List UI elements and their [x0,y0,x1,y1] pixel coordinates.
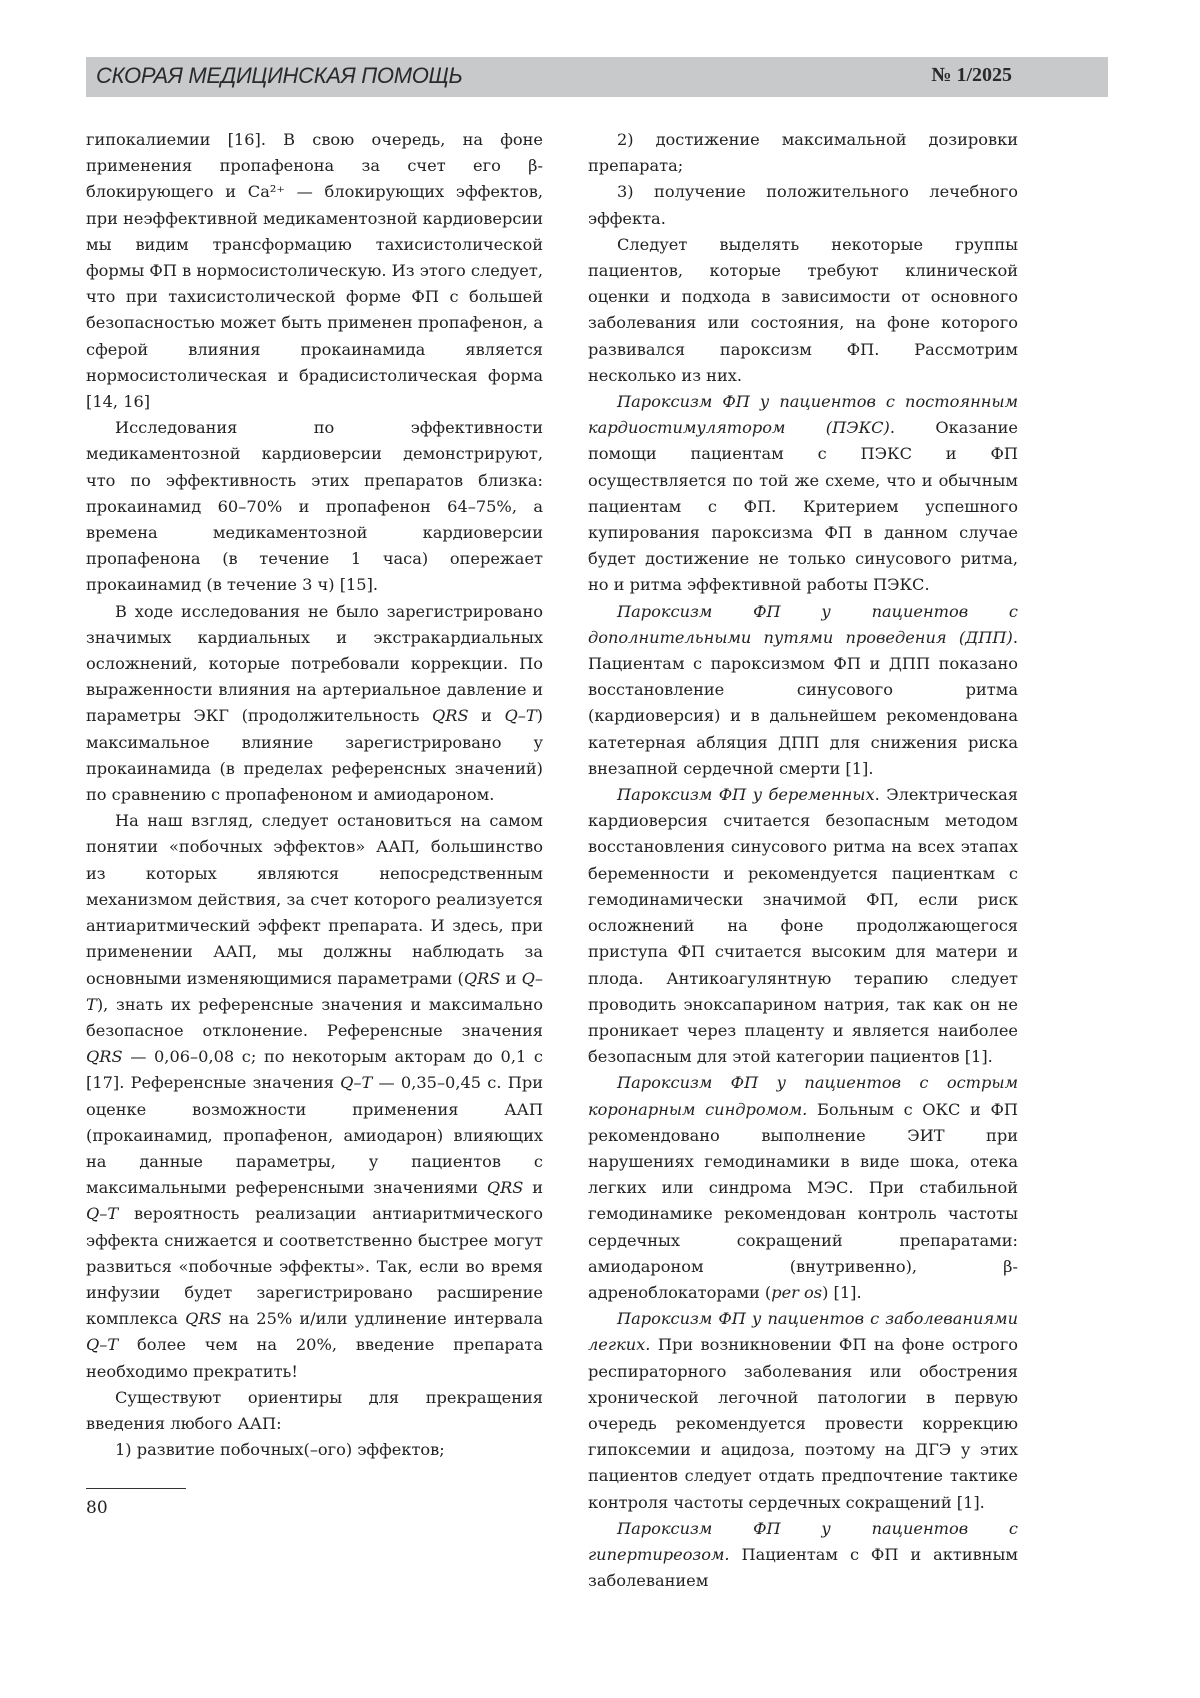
paragraph [86,127,543,415]
text-segment: ), знать их референсные значения и максимально безопасное отклонение. Референсные значения [86,995,543,1040]
text-segment: и [523,1178,543,1197]
text-segment: на 25% и/или удлинение интервала [222,1309,543,1328]
text-segment: Существуют ориентиры для прекращения введения любого ААП: [86,1388,543,1433]
text-segment: и [469,706,505,725]
text-segment: Больным с ОКС и ФП рекомендовано выполнение ЭИТ при нарушениях гемодинамики в виде шока, отека легких или синдрома МЭС. При стабильной гемодинамике рекомендован контроль частоты сердечных сокращений препаратами: амиодароном (внутривенно), β-адреноблокаторами ( [588,1100,1018,1302]
paragraph [588,389,1018,599]
paragraph [588,1516,1018,1595]
italic-text-segment: Пароксизм ФП у беременных [617,785,875,804]
paragraph [86,1385,543,1437]
issue-number: № 1/2025 [931,64,1012,87]
right-text-column [588,127,1018,1594]
text-segment: 3) получение положительного лечебного эффекта. [588,182,1018,227]
italic-text-segment: Q–T [504,706,536,725]
paragraph [588,179,1018,231]
italic-text-segment: QRS [487,1178,524,1197]
paragraph [588,127,1018,179]
italic-text-segment: Q–T [86,969,543,1014]
paragraph [588,232,1018,389]
paragraph [588,1070,1018,1306]
text-segment: 1) развитие побочных(–ого) эффектов; [115,1440,445,1459]
text-segment: Пациентам с ФП и активным заболеванием [588,1545,1018,1590]
paragraph [588,1306,1018,1516]
paragraph [588,599,1018,782]
text-segment: . Оказание помощи пациентам с ПЭКС и ФП осуществляется по той же схеме, что и обычным пациентам с ФП. Критерием успешного купирования пароксизма ФП в данном случае будет достижение не только синусового ритма, но и ритма эффективной работы ПЭКС. [588,418,1018,594]
text-segment: В ходе исследования не было зарегистрировано значимых кардиальных и экстракардиальных осложнений, которые потребовали коррекции. По выраженности влияния на артериальное давление и параметры ЭКГ (продолжительность [86,602,543,726]
text-segment: и [500,969,521,988]
italic-text-segment: QRS [464,969,501,988]
left-text-column [86,127,543,1463]
italic-text-segment: QRS [86,1047,123,1066]
italic-text-segment: per os [771,1283,822,1302]
text-segment: . Электрическая кардиоверсия считается безопасным методом восстановления синусового ритма на всех этапах беременности и рекомендуется пациенткам с гемодинамически значимой ФП, если риск осложнений на фоне продолжающегося приступа ФП считается высоким для матери и плода. Антикоагулянтную терапию следует проводить эноксапарином натрия, так как он не проникает через плаценту и является наиболее безопасным для этой категории пациентов [1]. [588,785,1018,1066]
paragraph [588,782,1018,1070]
italic-text-segment: Q–T [340,1073,372,1092]
paragraph [86,808,543,1384]
italic-text-segment: QRS [185,1309,222,1328]
footer-divider [86,1488,186,1489]
italic-text-segment: Q–T [86,1335,118,1354]
italic-text-segment: Пароксизм ФП у пациентов с дополнительными путями проведения (ДПП) [588,602,1018,647]
text-segment: На наш взгляд, следует остановиться на самом понятии «побочных эффектов» ААП, большинство из которых являются непосредственным механизмом действия, за счет которого реализуется антиаритмический эффект препарата. И здесь, при применении ААП, мы должны наблюдать за основными изменяющимися параметрами ( [86,811,543,987]
running-header [86,57,1108,97]
paragraph [86,599,543,809]
italic-text-segment: Пароксизм ФП у пациентов с заболеваниями легких. [588,1309,1018,1354]
text-segment: ) [1]. [822,1283,862,1302]
italic-text-segment: Пароксизм ФП у пациентов с острым коронарным синдромом. [588,1073,1018,1118]
text-segment: — 0,06–0,08 с; по некоторым акторам до 0,1 с [17]. Референсные значения [86,1047,543,1092]
text-segment: 2) достижение максимальной дозировки препарата; [588,130,1018,175]
paragraph [86,415,543,598]
text-segment: ) максимальное влияние зарегистрировано у прокаинамида (в пределах референсных значений) по сравнению с пропафеноном и амиодароном. [86,706,543,804]
text-segment: . Пациентам с пароксизмом ФП и ДПП показано восстановление синусового ритма (кардиоверсия) и в дальнейшем рекомендована катетерная абляция ДПП для снижения риска внезапной сердечной смерти [1]. [588,628,1018,778]
text-segment: Исследования по эффективности медикаментозной кардиоверсии демонстрируют, что по эффективность этих препаратов близка: прокаинамид 60–70% и пропафенон 64–75%, а времена медикаментозной кардиоверсии пропафенона (в течение 1 часа) опережает прокаинамид (в течение 3 ч) [15]. [86,418,543,594]
page-number: 80 [86,1498,108,1518]
italic-text-segment: Пароксизм ФП у пациентов с гипертиреозом. [588,1519,1018,1564]
italic-text-segment: Пароксизм ФП у пациентов с постоянным кардиостимулятором (ПЭКС) [588,392,1018,437]
italic-text-segment: QRS [432,706,469,725]
paragraph [86,1437,543,1463]
text-segment: гипокалиемии [16]. В свою очередь, на фоне применения пропафенона за счет его β-блокирующего и Ca²⁺ — блокирующих эффектов, при неэффективной медикаментозной кардиоверсии мы видим трансформацию тахисистолической формы ФП в нормосистолическую. Из этого следует, что при тахисистолической форме ФП с большей безопасностью может быть применен пропафенон, а сферой влияния прокаинамида является нормосистолическая и брадисистолическая форма [14, 16] [86,130,543,411]
text-segment: Следует выделять некоторые группы пациентов, которые требуют клинической оценки и подхода в зависимости от основного заболевания или состояния, на фоне которого развивался пароксизм ФП. Рассмотрим несколько из них. [588,235,1018,385]
italic-text-segment: Q–T [86,1204,118,1223]
text-segment: При возникновении ФП на фоне острого респираторного заболевания или обострения хронической легочной патологии в первую очередь рекомендуется провести коррекцию гипоксемии и ацидоза, поэтому на ДГЭ у этих пациентов следует отдать предпочтение тактике контроля частоты сердечных сокращений [1]. [588,1335,1018,1511]
journal-title: СКОРАЯ МЕДИЦИНСКАЯ ПОМОЩЬ [96,63,463,89]
text-segment: вероятность реализации антиаритмического эффекта снижается и соответственно быстрее могут развиться «побочные эффекты». Так, если во время инфузии будет зарегистрировано расширение комплекса [86,1204,543,1328]
text-segment: более чем на 20%, введение препарата необходимо прекратить! [86,1335,543,1380]
text-segment: — 0,35–0,45 с. При оценке возможности применения ААП (прокаинамид, пропафенон, амиодарон) влияющих на данные параметры, у пациентов с максимальными референсными значениями [86,1073,543,1197]
